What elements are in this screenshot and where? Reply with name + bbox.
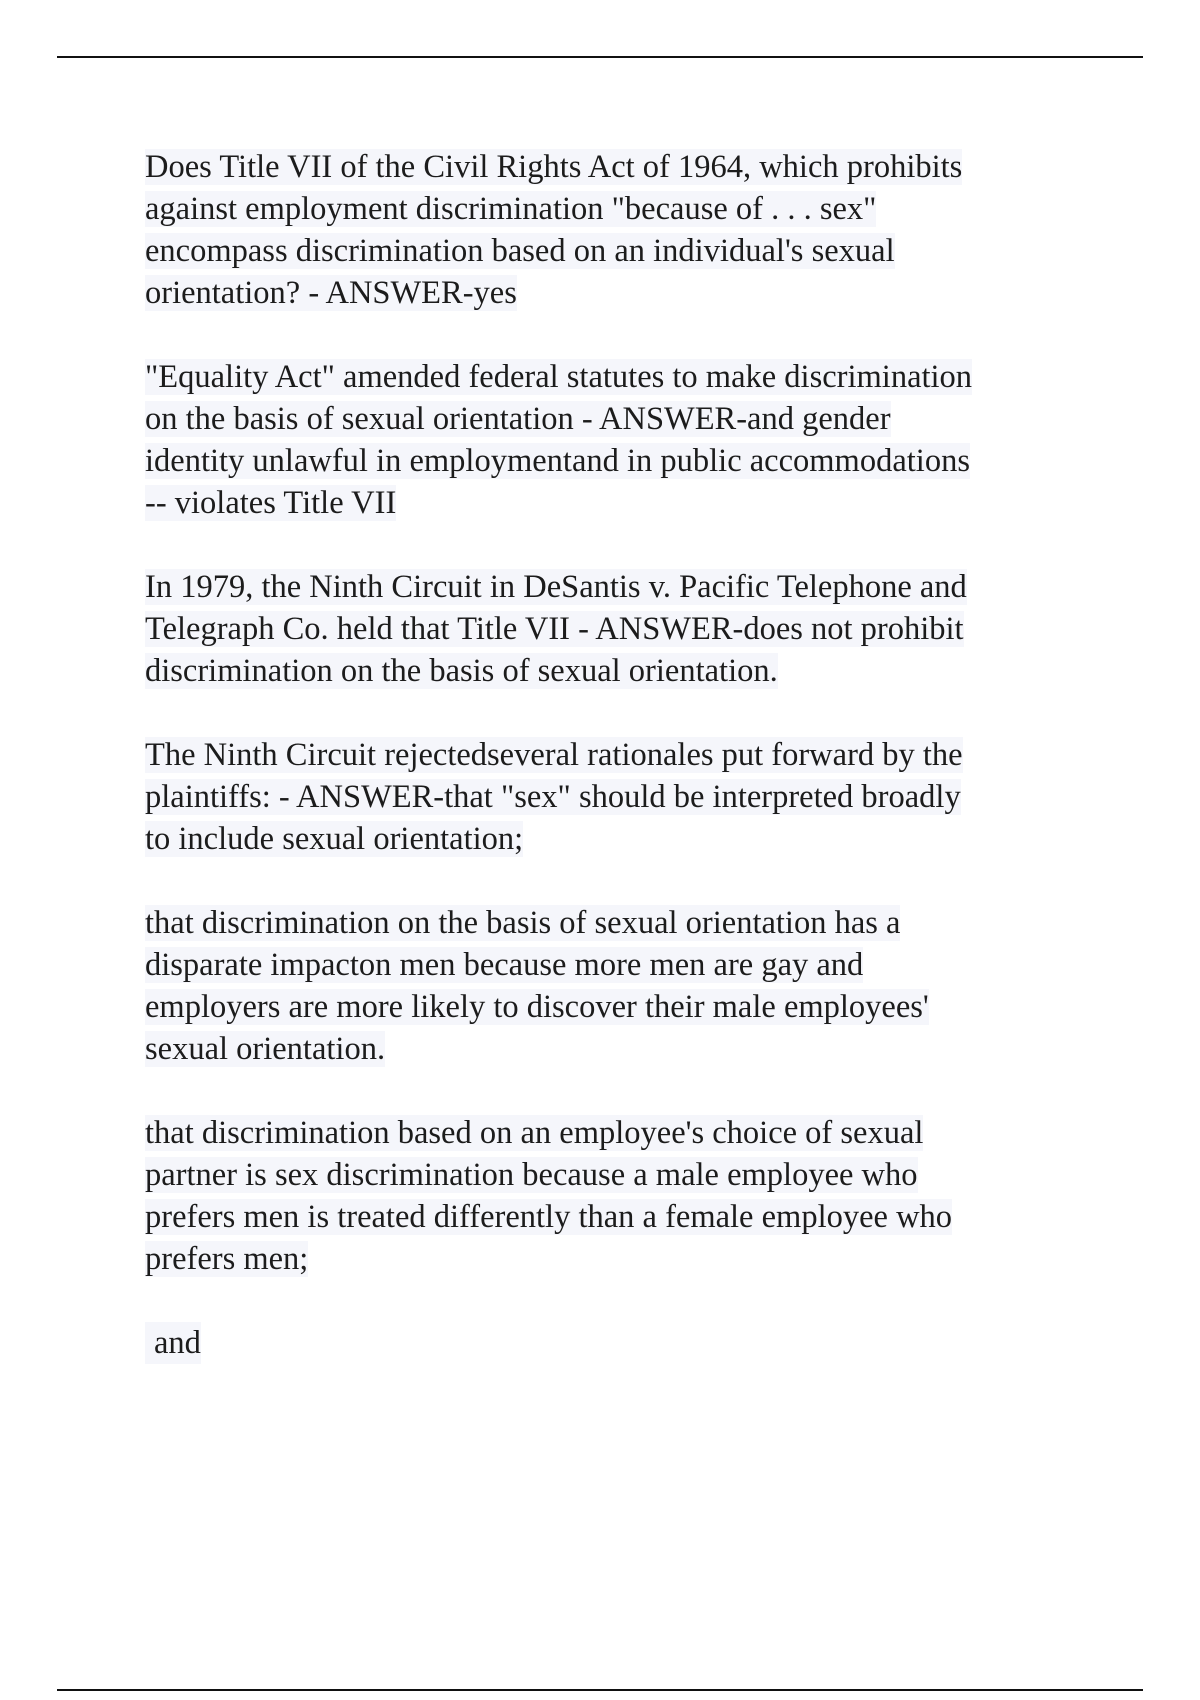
text-line: identity unlawful in employmentand in public accommodations <box>145 443 970 479</box>
paragraph-5 <box>145 902 1085 1070</box>
text-line: that discrimination based on an employee's choice of sexual <box>145 1115 924 1151</box>
text-line: In 1979, the Ninth Circuit in DeSantis v. Pacific Telephone and <box>145 569 967 605</box>
trailing-text: and <box>145 1322 201 1364</box>
text-line: -- violates Title VII <box>145 485 397 521</box>
text-line: discrimination on the basis of sexual orientation. <box>145 653 778 689</box>
paragraph-6 <box>145 1112 1085 1280</box>
text-line: Does Title VII of the Civil Rights Act of 1964, which prohibits <box>145 149 963 185</box>
text-line: encompass discrimination based on an individual's sexual <box>145 233 895 269</box>
text-line: sexual orientation. <box>145 1031 386 1067</box>
paragraph-1 <box>145 146 1085 314</box>
text-line: The Ninth Circuit rejectedseveral rationales put forward by the <box>145 737 963 773</box>
text-line: partner is sex discrimination because a male employee who <box>145 1157 918 1193</box>
text-line: against employment discrimination "because of . . . sex" <box>145 191 877 227</box>
text-line: plaintiffs: - ANSWER-that "sex" should be interpreted broadly <box>145 779 961 815</box>
text-line: disparate impacton men because more men are gay and <box>145 947 864 983</box>
text-line: prefers men is treated differently than a female employee who <box>145 1199 953 1235</box>
text-line: on the basis of sexual orientation - ANSWER-and gender <box>145 401 891 437</box>
paragraph-3 <box>145 566 1085 692</box>
text-line: orientation? - ANSWER-yes <box>145 275 517 311</box>
text-line: employers are more likely to discover their male employees' <box>145 989 929 1025</box>
text-line: that discrimination on the basis of sexual orientation has a <box>145 905 901 941</box>
top-rule <box>57 56 1143 58</box>
text-line: "Equality Act" amended federal statutes to make discrimination <box>145 359 973 395</box>
text-line: Telegraph Co. held that Title VII - ANSWER-does not prohibit <box>145 611 964 647</box>
paragraph-2 <box>145 356 1085 524</box>
paragraph-4 <box>145 734 1085 860</box>
paragraph-7 <box>145 1322 1085 1364</box>
document-body <box>145 146 1085 1406</box>
bottom-rule <box>57 1689 1143 1691</box>
text-line: to include sexual orientation; <box>145 821 524 857</box>
text-line: prefers men; <box>145 1241 309 1277</box>
